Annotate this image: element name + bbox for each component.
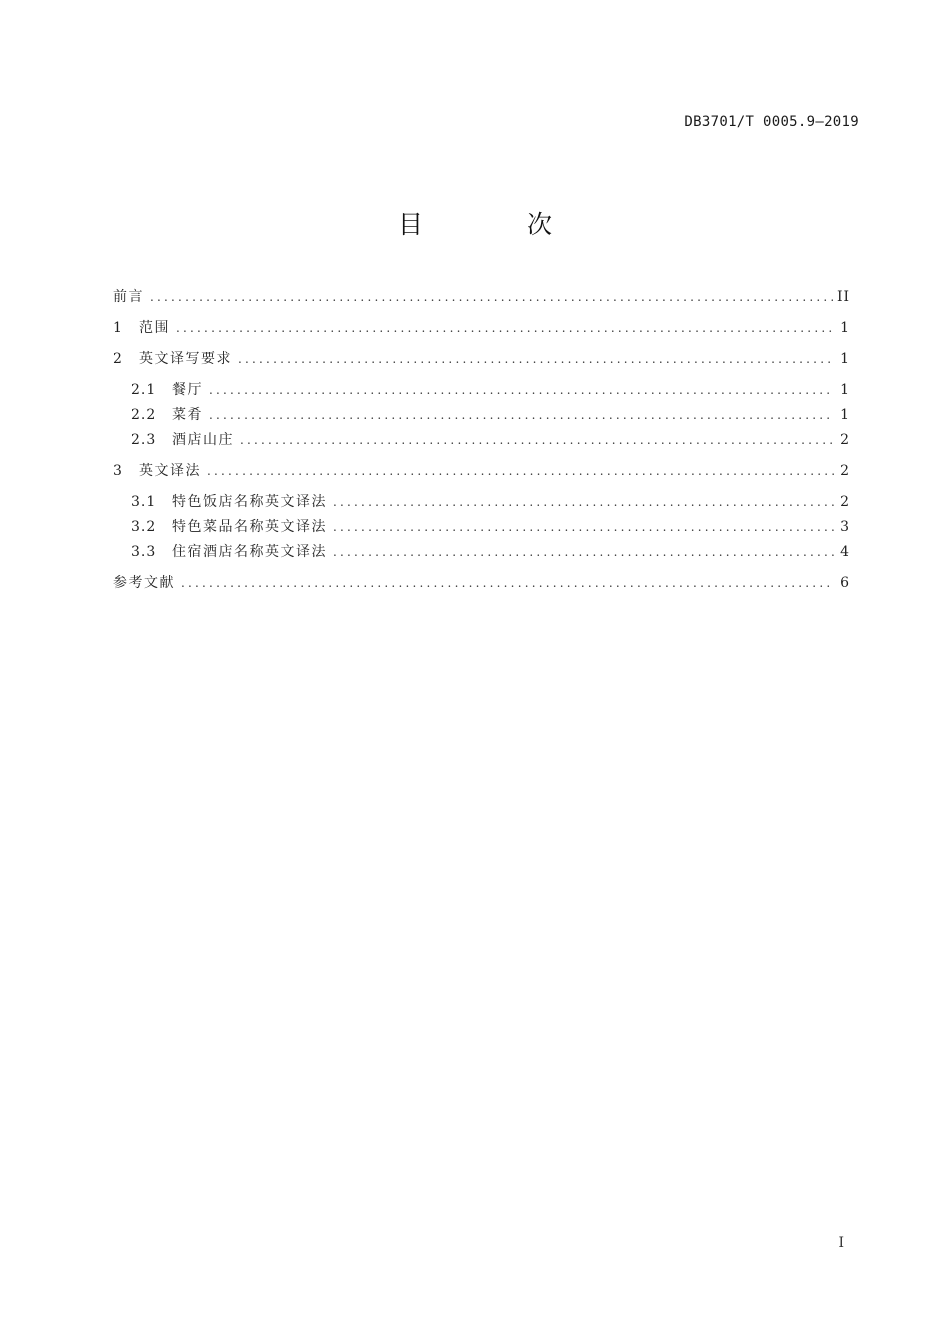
toc-entry-label: 酒店山庄: [172, 432, 234, 448]
toc-entry-number: 2: [113, 351, 123, 367]
toc-leader-dots: [209, 405, 834, 425]
toc-entry-page: 1: [840, 382, 850, 398]
toc-entry-number: 2.2: [131, 407, 157, 423]
toc-entry-number: 2.1: [131, 382, 157, 398]
toc-leader-dots: [333, 517, 834, 537]
toc-entry-page: 1: [840, 320, 850, 336]
toc-leader-dots: [176, 318, 834, 338]
toc-entry-2-3[interactable]: [131, 430, 850, 450]
toc-entry-page: 1: [840, 351, 850, 367]
toc-entry-number: 3.2: [131, 519, 157, 535]
toc-entry-label: 餐厅: [172, 382, 203, 398]
page-number: I: [838, 1235, 844, 1251]
page-title: 目 次: [398, 210, 600, 239]
toc-leader-dots: [207, 461, 834, 481]
toc-entry-number: 3: [113, 463, 123, 479]
toc-leader-dots: [238, 349, 834, 369]
toc-entry-references[interactable]: [113, 573, 850, 593]
toc-entry-label: 参考文献: [113, 575, 175, 591]
toc-entry-foreword[interactable]: [113, 287, 850, 307]
toc-leader-dots: [181, 573, 834, 593]
toc-entry-number: 2.3: [131, 432, 157, 448]
toc-entry-label: 住宿酒店名称英文译法: [172, 544, 327, 560]
toc-entry-page: 3: [840, 519, 850, 535]
toc-entry-page: 2: [840, 463, 850, 479]
toc-entry-page: 6: [840, 575, 850, 591]
toc-entry-3[interactable]: [113, 461, 850, 481]
toc-entry-label: 前言: [113, 289, 144, 305]
toc-entry-page: 1: [840, 407, 850, 423]
toc-entry-2-1[interactable]: [131, 380, 850, 400]
toc-entry-label: 英文译法: [139, 463, 201, 479]
toc-entry-label: 特色饭店名称英文译法: [172, 494, 327, 510]
toc-entry-page: 2: [840, 494, 850, 510]
toc-entry-label: 范围: [139, 320, 170, 336]
toc-entry-label: 特色菜品名称英文译法: [172, 519, 327, 535]
toc-entry-2[interactable]: [113, 349, 850, 369]
toc-leader-dots: [333, 542, 834, 562]
document-code: DB3701/T 0005.9—2019: [684, 114, 859, 130]
toc-entry-1[interactable]: [113, 318, 850, 338]
toc-entry-page: 4: [840, 544, 850, 560]
toc-entry-3-2[interactable]: [131, 517, 850, 537]
toc-leader-dots: [333, 492, 834, 512]
toc-leader-dots: [150, 287, 833, 307]
toc-leader-dots: [240, 430, 834, 450]
toc-entry-number: 3.1: [131, 494, 157, 510]
toc-entry-number: 1: [113, 320, 123, 336]
toc-entry-label: 菜肴: [172, 407, 203, 423]
toc-entry-3-3[interactable]: [131, 542, 850, 562]
toc-entry-3-1[interactable]: [131, 492, 850, 512]
toc-entry-number: 3.3: [131, 544, 157, 560]
toc-entry-label: 英文译写要求: [139, 351, 232, 367]
toc-entry-page: 2: [840, 432, 850, 448]
toc-leader-dots: [209, 380, 834, 400]
toc-entry-2-2[interactable]: [131, 405, 850, 425]
toc-entry-page: II: [836, 289, 850, 305]
